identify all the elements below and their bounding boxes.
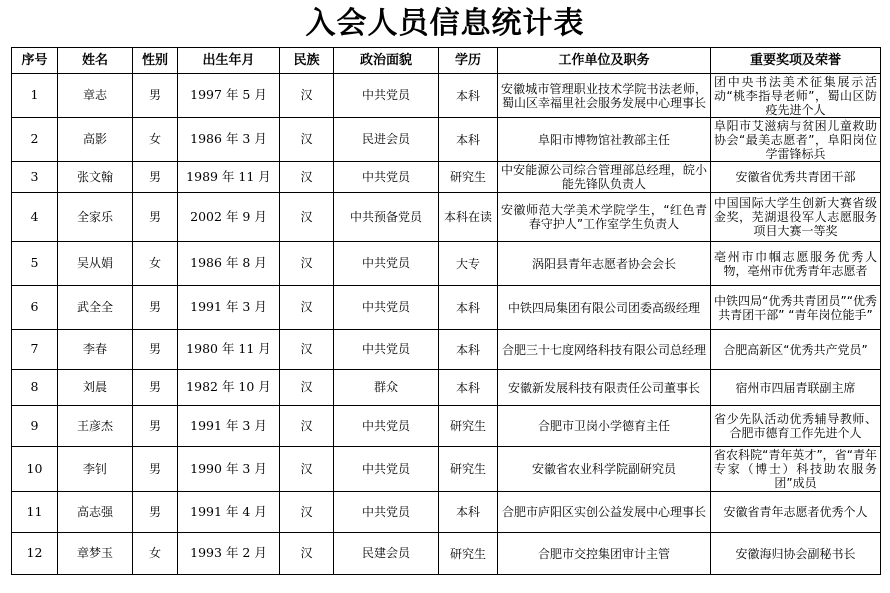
education-level: 研究生	[439, 406, 498, 447]
honors-awards: 安徽海归协会副秘书长	[711, 533, 881, 575]
honors-awards: 省少先队活动优秀辅导教师、合肥市德育工作先进个人	[711, 406, 881, 447]
member-name: 全家乐	[58, 193, 133, 242]
table-row	[12, 330, 881, 370]
work-unit-position: 合肥市交控集团审计主管	[498, 533, 711, 575]
political-status: 中共党员	[334, 492, 439, 533]
row-no: 5	[12, 242, 58, 286]
table-row	[12, 492, 881, 533]
ethnic-group: 汉	[280, 74, 334, 118]
work-unit-position: 中铁四局集团有限公司团委高级经理	[498, 286, 711, 330]
member-gender: 男	[133, 286, 178, 330]
table-row	[12, 118, 881, 162]
birth-date: 1989 年 11 月	[178, 162, 280, 193]
education-level: 本科在读	[439, 193, 498, 242]
header-education: 学历	[439, 48, 498, 74]
education-level: 大专	[439, 242, 498, 286]
row-no: 2	[12, 118, 58, 162]
member-name: 章志	[58, 74, 133, 118]
header-work: 工作单位及职务	[498, 48, 711, 74]
member-name: 武全全	[58, 286, 133, 330]
header-no: 序号	[12, 48, 58, 74]
member-gender: 女	[133, 118, 178, 162]
ethnic-group: 汉	[280, 193, 334, 242]
row-no: 8	[12, 370, 58, 406]
row-no: 6	[12, 286, 58, 330]
birth-date: 1993 年 2 月	[178, 533, 280, 575]
row-no: 12	[12, 533, 58, 575]
honors-awards: 安徽省优秀共青团干部	[711, 162, 881, 193]
ethnic-group: 汉	[280, 370, 334, 406]
header-gender: 性别	[133, 48, 178, 74]
honors-awards: 宿州市四届青联副主席	[711, 370, 881, 406]
political-status: 中共党员	[334, 242, 439, 286]
political-status: 中共党员	[334, 406, 439, 447]
member-name: 章梦玉	[58, 533, 133, 575]
education-level: 本科	[439, 370, 498, 406]
member-gender: 男	[133, 74, 178, 118]
ethnic-group: 汉	[280, 286, 334, 330]
education-level: 本科	[439, 74, 498, 118]
page-title: 入会人员信息统计表	[305, 6, 585, 41]
education-level: 本科	[439, 286, 498, 330]
member-name: 王彦杰	[58, 406, 133, 447]
ethnic-group: 汉	[280, 533, 334, 575]
birth-date: 1990 年 3 月	[178, 447, 280, 492]
table-row	[12, 74, 881, 118]
honors-awards: 亳州市巾帼志愿服务优秀人物，亳州市优秀青年志愿者	[711, 242, 881, 286]
row-no: 3	[12, 162, 58, 193]
member-gender: 男	[133, 370, 178, 406]
header-ethnic: 民族	[280, 48, 334, 74]
birth-date: 1991 年 3 月	[178, 406, 280, 447]
ethnic-group: 汉	[280, 492, 334, 533]
table-row	[12, 406, 881, 447]
birth-date: 1991 年 4 月	[178, 492, 280, 533]
table-header-row	[12, 48, 881, 74]
honors-awards: 中国国际大学生创新大赛省级金奖，芜湖退役军人志愿服务项目大赛一等奖	[711, 193, 881, 242]
political-status: 中共党员	[334, 447, 439, 492]
work-unit-position: 中安能源公司综合管理部总经理，皖小能先锋队负责人	[498, 162, 711, 193]
member-name: 李春	[58, 330, 133, 370]
education-level: 研究生	[439, 447, 498, 492]
table-row	[12, 533, 881, 575]
work-unit-position: 合肥市卫岗小学德育主任	[498, 406, 711, 447]
member-name: 吴从娟	[58, 242, 133, 286]
member-name: 刘晨	[58, 370, 133, 406]
member-name: 高志强	[58, 492, 133, 533]
table-row	[12, 193, 881, 242]
member-gender: 女	[133, 533, 178, 575]
political-status: 民建会员	[334, 533, 439, 575]
political-status: 中共预备党员	[334, 193, 439, 242]
header-birth: 出生年月	[178, 48, 280, 74]
ethnic-group: 汉	[280, 330, 334, 370]
member-gender: 男	[133, 447, 178, 492]
honors-awards: 阜阳市艾滋病与贫困儿童救助协会“最美志愿者”，阜阳岗位学雷锋标兵	[711, 118, 881, 162]
ethnic-group: 汉	[280, 162, 334, 193]
ethnic-group: 汉	[280, 118, 334, 162]
political-status: 群众	[334, 370, 439, 406]
work-unit-position: 安徽城市管理职业技术学院书法老师，蜀山区幸福里社会服务发展中心理事长	[498, 74, 711, 118]
work-unit-position: 合肥三十七度网络科技有限公司总经理	[498, 330, 711, 370]
table-row	[12, 370, 881, 406]
row-no: 11	[12, 492, 58, 533]
honors-awards: 合肥高新区“优秀共产党员”	[711, 330, 881, 370]
political-status: 民进会员	[334, 118, 439, 162]
row-no: 7	[12, 330, 58, 370]
honors-awards: 团中央书法美术征集展示活动“桃李指导老师”，蜀山区防疫先进个人	[711, 74, 881, 118]
birth-date: 1986 年 3 月	[178, 118, 280, 162]
birth-date: 1986 年 8 月	[178, 242, 280, 286]
member-gender: 女	[133, 242, 178, 286]
work-unit-position: 安徽新发展科技有限责任公司董事长	[498, 370, 711, 406]
education-level: 本科	[439, 330, 498, 370]
education-level: 研究生	[439, 162, 498, 193]
work-unit-position: 合肥市庐阳区实创公益发展中心理事长	[498, 492, 711, 533]
header-political: 政治面貌	[334, 48, 439, 74]
political-status: 中共党员	[334, 162, 439, 193]
member-gender: 男	[133, 193, 178, 242]
member-gender: 男	[133, 406, 178, 447]
ethnic-group: 汉	[280, 242, 334, 286]
honors-awards: 中铁四局“优秀共青团员”“优秀共青团干部” “青年岗位能手”	[711, 286, 881, 330]
row-no: 1	[12, 74, 58, 118]
header-honors: 重要奖项及荣誉	[711, 48, 881, 74]
member-name: 张文翰	[58, 162, 133, 193]
work-unit-position: 阜阳市博物馆社教部主任	[498, 118, 711, 162]
ethnic-group: 汉	[280, 406, 334, 447]
political-status: 中共党员	[334, 286, 439, 330]
education-level: 本科	[439, 118, 498, 162]
member-gender: 男	[133, 162, 178, 193]
member-name: 高影	[58, 118, 133, 162]
row-no: 4	[12, 193, 58, 242]
work-unit-position: 安徽师范大学美术学院学生，“红色青春守护人”工作室学生负责人	[498, 193, 711, 242]
education-level: 研究生	[439, 533, 498, 575]
work-unit-position: 涡阳县青年志愿者协会会长	[498, 242, 711, 286]
political-status: 中共党员	[334, 74, 439, 118]
birth-date: 1980 年 11 月	[178, 330, 280, 370]
political-status: 中共党员	[334, 330, 439, 370]
table-body	[12, 74, 881, 575]
table-row	[12, 447, 881, 492]
table-row	[12, 286, 881, 330]
birth-date: 1997 年 5 月	[178, 74, 280, 118]
header-name: 姓名	[58, 48, 133, 74]
birth-date: 1991 年 3 月	[178, 286, 280, 330]
education-level: 本科	[439, 492, 498, 533]
birth-date: 1982 年 10 月	[178, 370, 280, 406]
row-no: 9	[12, 406, 58, 447]
birth-date: 2002 年 9 月	[178, 193, 280, 242]
member-gender: 男	[133, 330, 178, 370]
honors-awards: 安徽省青年志愿者优秀个人	[711, 492, 881, 533]
honors-awards: 省农科院“青年英才”，省“青年专家（博士）科技助农服务团”成员	[711, 447, 881, 492]
member-gender: 男	[133, 492, 178, 533]
table-row	[12, 242, 881, 286]
member-name: 李钊	[58, 447, 133, 492]
ethnic-group: 汉	[280, 447, 334, 492]
member-info-table	[11, 47, 881, 575]
work-unit-position: 安徽省农业科学院副研究员	[498, 447, 711, 492]
table-row	[12, 162, 881, 193]
row-no: 10	[12, 447, 58, 492]
